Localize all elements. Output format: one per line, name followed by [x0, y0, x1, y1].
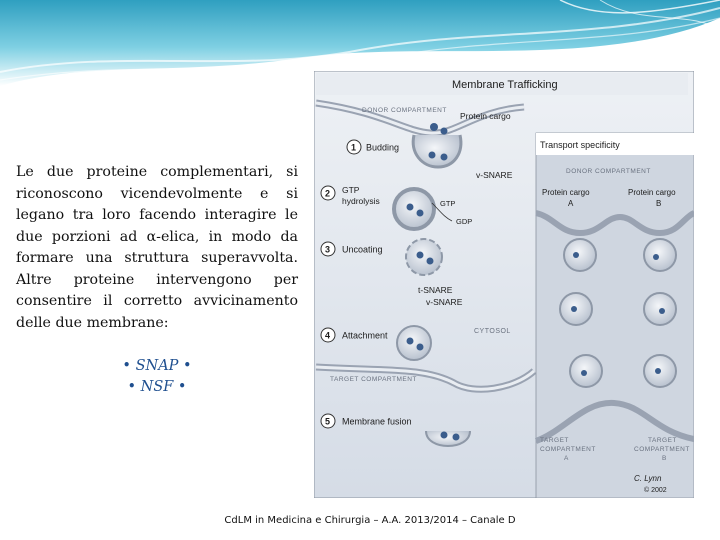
signature-name: C. Lynn [634, 474, 662, 483]
inset-vesicle-b1 [644, 239, 676, 271]
inset-target-a-2: COMPARTMENT [540, 446, 596, 453]
slide-footer: CdLM in Medicina e Chirurgia – A.A. 2013/2014 – Canale D [224, 515, 516, 526]
step-attachment-label: Attachment [342, 330, 388, 341]
inset-target-b-2: COMPARTMENT [634, 446, 690, 453]
target-compartment-label: TARGET COMPARTMENT [330, 376, 417, 383]
cytosol-label: CYTOSOL [474, 328, 511, 335]
inset-cargo-b-label: Protein cargo [628, 188, 676, 197]
gtp-label: GTP [440, 199, 456, 208]
protein-cargo-label: Protein cargo [460, 111, 511, 121]
membrane-trafficking-figure [314, 71, 694, 498]
slide-paragraph: Le due proteine complementari, si riconoscono vicendevolmente e si legano tra loro facendo interagire le due porzioni ad α-elica, in modo da formare una struttura superavvolta. Altre proteine intervengono per consentire il corretto avvicinamento delle due membrane: [16, 164, 298, 331]
cargo-dot [441, 432, 448, 439]
v-snare-label: v-SNARE [476, 170, 513, 180]
cargo-dot [453, 434, 460, 441]
inset-target-b-1: TARGET [648, 437, 677, 444]
cargo-dot [430, 123, 438, 131]
cargo-dot [427, 258, 434, 265]
uncoating-vesicle [406, 239, 442, 275]
attaching-vesicle [397, 326, 431, 360]
donor-compartment-label: DONOR COMPARTMENT [362, 107, 447, 114]
step-budding-label: Budding [366, 142, 400, 153]
cargo-dot [417, 210, 424, 217]
inset-title: Transport specificity [540, 140, 620, 150]
cargo-dot [441, 128, 448, 135]
inset-target-b-3: B [662, 455, 667, 462]
step-hydrolysis-label: hydrolysis [342, 196, 380, 206]
cargo-dot [417, 252, 424, 259]
step-number-1-text: 1 [351, 142, 357, 153]
inset-cargo-b-letter: B [656, 199, 662, 208]
step-number-5-text: 5 [325, 416, 331, 427]
coated-vesicle [394, 189, 434, 229]
cargo-dot [417, 344, 424, 351]
inset-vesicle-a1 [564, 239, 596, 271]
step-uncoating-label: Uncoating [342, 244, 383, 255]
cargo-dot [407, 338, 414, 345]
v-snare-label-2: v-SNARE [426, 297, 463, 307]
cargo-dot [407, 204, 414, 211]
cargo-dot [441, 154, 448, 161]
step-number-4-text: 4 [325, 330, 331, 341]
inset-target-a-1: TARGET [540, 437, 569, 444]
bullet-snap: • SNAP • [122, 358, 192, 374]
signature-year: © 2002 [644, 487, 667, 494]
bullet-list [16, 356, 298, 398]
gdp-label: GDP [456, 217, 473, 226]
t-snare-label: t-SNARE [418, 285, 453, 295]
cargo-dot [429, 152, 436, 159]
inset-target-a-3: A [564, 455, 569, 462]
inset-cargo-a-letter: A [568, 199, 574, 208]
inset-donor-label: DONOR COMPARTMENT [566, 168, 651, 175]
step-number-3-text: 3 [325, 244, 331, 255]
bullet-nsf: • NSF • [127, 379, 187, 395]
inset-cargo-a-label: Protein cargo [542, 188, 590, 197]
step-gtp-label: GTP [342, 185, 360, 195]
figure-title: Membrane Trafficking [452, 79, 558, 91]
step-number-2-text: 2 [325, 188, 331, 199]
step-membrane-fusion-label: Membrane fusion [342, 416, 412, 427]
